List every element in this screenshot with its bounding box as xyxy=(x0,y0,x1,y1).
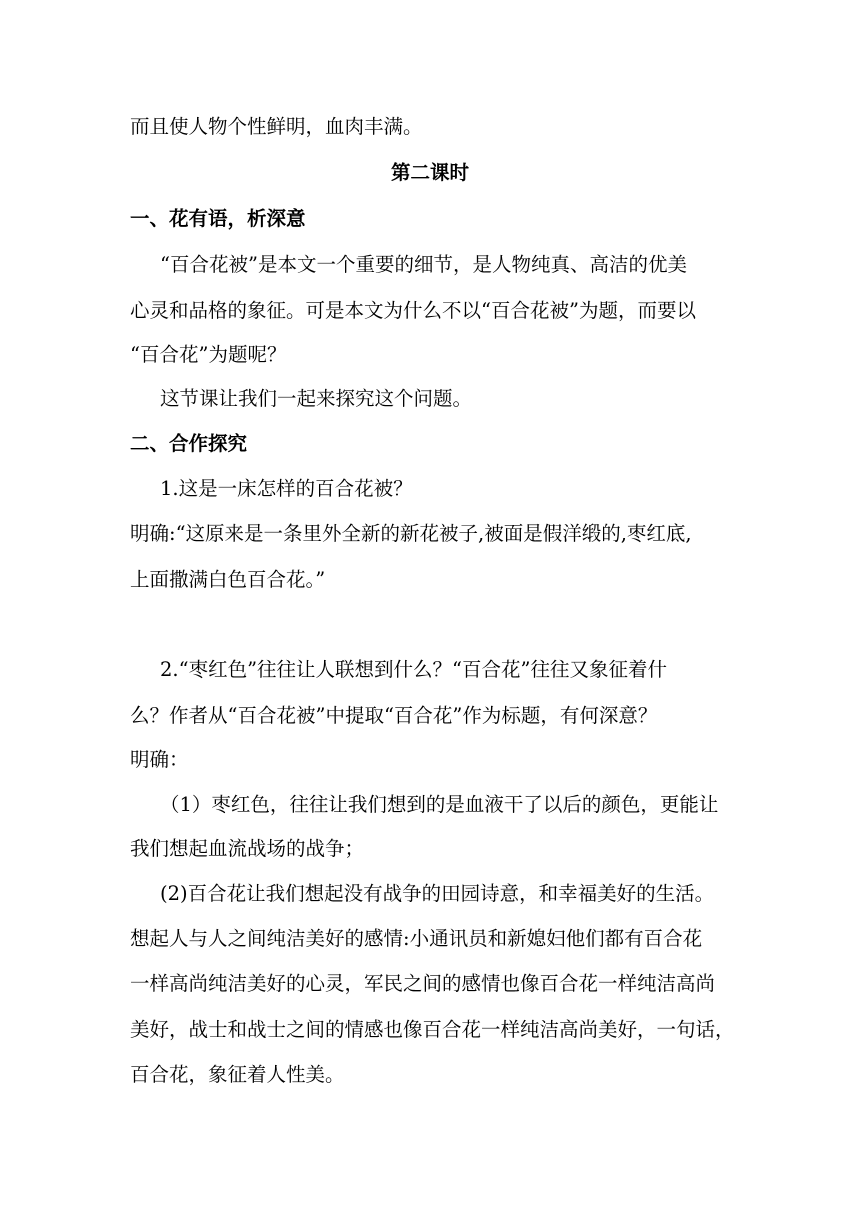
answer-item: 我们想起血流战场的战争； xyxy=(130,837,365,860)
paragraph-line: 这节课让我们一起来探究这个问题。 xyxy=(160,387,473,410)
question-line: 1.这是一床怎样的百合花被？ xyxy=(160,477,413,500)
answer-label: 明确： xyxy=(130,748,189,771)
answer-item: 想起人与人之间纯洁美好的感情:小通讯员和新媳妇他们都有百合花 xyxy=(130,927,703,950)
answer-item: 一样高尚纯洁美好的心灵，军民之间的感情也像百合花一样纯洁高尚 xyxy=(130,972,716,995)
question-line: 2.“枣红色”往往让人联想到什么？“百合花”往往又象征着什 xyxy=(160,658,667,681)
answer-line: 明确:“这原来是一条里外全新的新花被子,被面是假洋缎的,枣红底, xyxy=(130,522,692,545)
answer-item: （1）枣红色，往往让我们想到的是血液干了以后的颜色，更能让 xyxy=(160,793,719,816)
answer-item: 美好，战士和战士之间的情感也像百合花一样纯洁高尚美好，一句话， xyxy=(130,1018,735,1041)
lesson-title: 第二课时 xyxy=(390,161,469,184)
section-heading: 二、合作探究 xyxy=(130,432,248,455)
text-line: 而且使人物个性鲜明，血肉丰满。 xyxy=(130,115,423,138)
answer-line: 上面撒满白色百合花。” xyxy=(130,568,326,591)
paragraph-line: “百合花被”是本文一个重要的细节，是人物纯真、高洁的优美 xyxy=(160,253,687,276)
section-heading: 一、花有语，析深意 xyxy=(130,207,306,230)
answer-item: (2)百合花让我们想起没有战争的田园诗意，和幸福美好的生活。 xyxy=(160,882,715,905)
paragraph-line: “百合花”为题呢？ xyxy=(130,343,287,366)
question-line: 么？作者从“百合花被”中提取“百合花”作为标题，有何深意？ xyxy=(130,704,658,727)
paragraph-line: 心灵和品格的象征。可是本文为什么不以“百合花被”为题，而要以 xyxy=(130,299,696,322)
answer-item: 百合花，象征着人性美。 xyxy=(130,1063,345,1086)
